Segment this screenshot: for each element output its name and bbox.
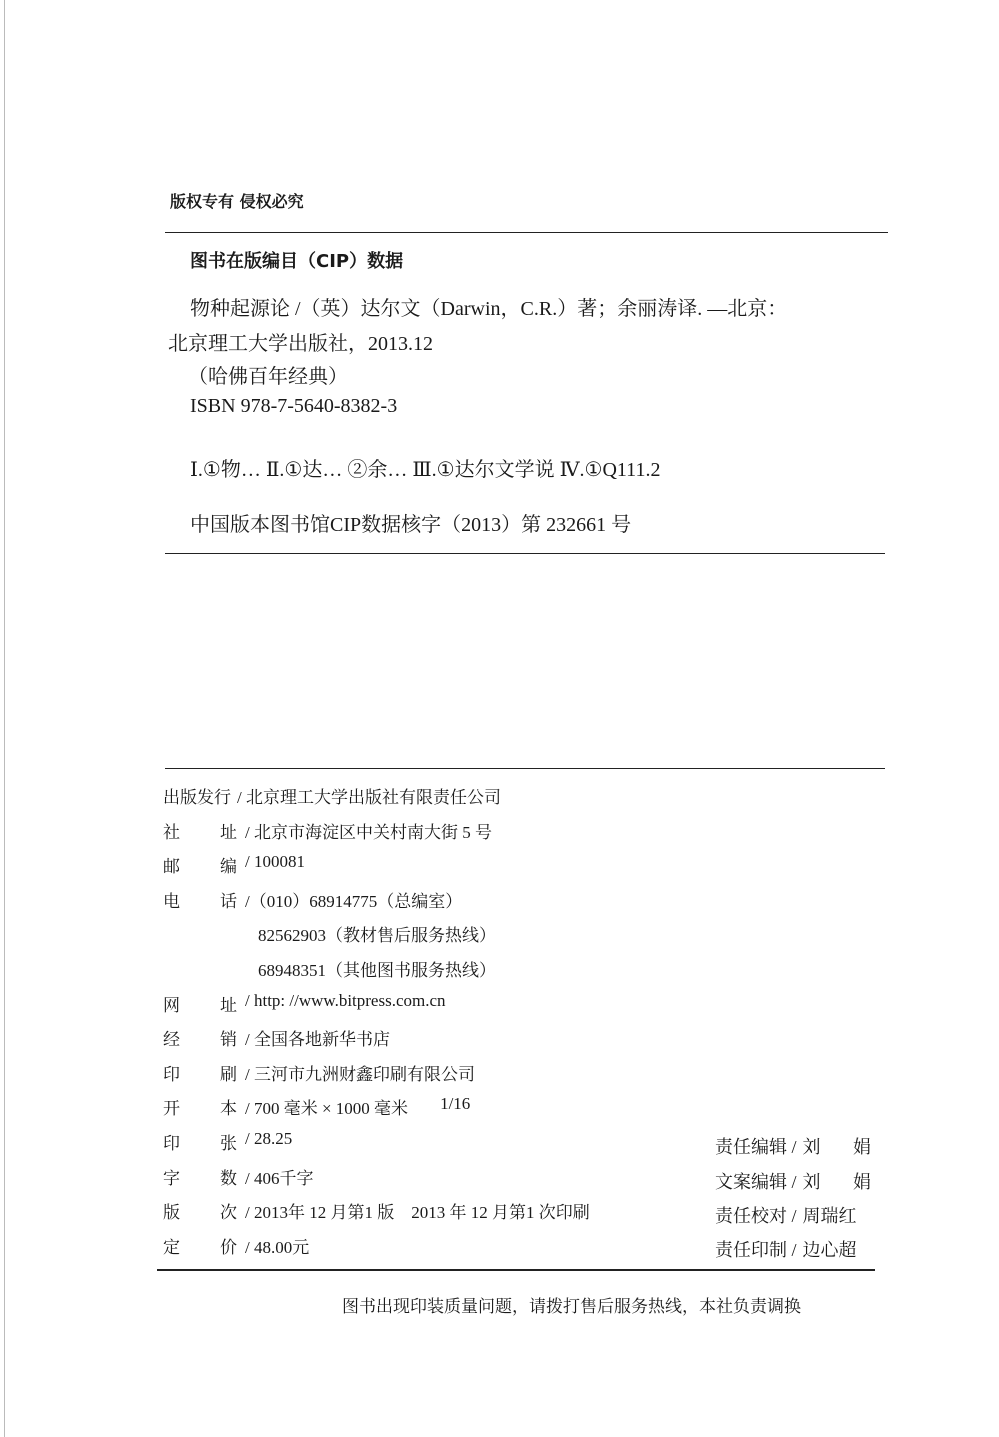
colophon-row — [163, 991, 446, 1016]
colophon-label: 社 — [163, 822, 180, 842]
staff-name: 刘 娟 — [802, 1172, 886, 1192]
colophon-label: 话 — [220, 891, 237, 911]
cip-series: （哈佛百年经典） — [188, 366, 348, 388]
colophon-label: 址 — [220, 822, 237, 842]
colophon-label: 电 — [163, 891, 180, 911]
colophon-row — [163, 1025, 390, 1050]
colophon-value: / 700 毫米 × 1000 毫米 — [245, 1099, 409, 1119]
colophon-value: / 100081 — [245, 852, 305, 872]
colophon-label: 邮 — [163, 857, 180, 877]
staff-row — [715, 1133, 885, 1159]
colophon-label: 次 — [220, 1203, 237, 1223]
colophon-row — [163, 921, 496, 946]
colophon-row — [163, 783, 501, 808]
staff-role: 责任校对 / — [715, 1206, 797, 1226]
colophon-row — [163, 1233, 309, 1258]
colophon-value: / 全国各地新华书店 — [245, 1030, 390, 1050]
colophon-row — [163, 956, 496, 981]
colophon-value: 82562903（教材售后服务热线） — [258, 926, 496, 946]
colophon-row — [163, 1129, 292, 1154]
colophon-format: 1/16 — [440, 1094, 471, 1114]
staff-row — [715, 1236, 857, 1262]
colophon-label: 编 — [220, 857, 237, 877]
colophon-row — [163, 818, 492, 843]
staff-row — [715, 1202, 857, 1228]
staff-role: 责任印制 / — [715, 1240, 797, 1260]
cip-publisher-line: 北京理工大学出版社，2013.12 — [168, 333, 433, 355]
colophon-value: / 2013年 12 月第1 版 2013 年 12 月第1 次印刷 — [245, 1203, 590, 1223]
colophon-label: 刷 — [220, 1064, 237, 1084]
colophon-label: 数 — [220, 1168, 237, 1188]
colophon-label: 张 — [220, 1134, 237, 1153]
colophon-value: / 48.00元 — [245, 1237, 310, 1257]
colophon-value: 68948351（其他图书服务热线） — [258, 961, 496, 980]
colophon-label: 定 — [163, 1237, 180, 1257]
divider — [165, 553, 885, 554]
colophon-value: / http: //www.bitpress.com.cn — [245, 990, 446, 1010]
divider — [165, 768, 885, 769]
colophon-row — [163, 1094, 470, 1119]
colophon-row — [163, 1060, 475, 1085]
colophon-value: /（010）68914775（总编室） — [245, 891, 463, 911]
colophon-value: / 28.25 — [245, 1129, 293, 1148]
page-edge — [4, 0, 5, 1437]
copyright-notice: 版权专有 侵权必究 — [170, 192, 304, 211]
staff-name: 周瑞红 — [802, 1206, 857, 1226]
cip-heading: 图书在版编目（CIP）数据 — [190, 251, 404, 272]
colophon-value: / 406千字 — [245, 1168, 314, 1188]
cip-classification: Ⅰ.①物… Ⅱ.①达… ②余… Ⅲ.①达尔文学说 Ⅳ.①Q111.2 — [190, 459, 661, 481]
colophon-label: 开 — [163, 1099, 180, 1119]
colophon-label: 出版发行 — [163, 788, 231, 807]
colophon-label: 印 — [163, 1064, 180, 1084]
staff-name: 刘 娟 — [802, 1137, 886, 1157]
colophon-row — [163, 1198, 590, 1223]
colophon-label: 价 — [220, 1237, 237, 1257]
colophon-row — [163, 852, 305, 877]
colophon-value: / 北京理工大学出版社有限责任公司 — [237, 788, 501, 807]
cip-title-line: 物种起源论 /（英）达尔文（Darwin，C.R.）著；余丽涛译. —北京： — [190, 298, 788, 320]
colophon-row — [163, 887, 462, 912]
colophon-label: 字 — [163, 1168, 180, 1188]
colophon-row — [163, 1164, 313, 1189]
colophon-label: 版 — [163, 1203, 180, 1223]
staff-role: 责任编辑 / — [715, 1137, 797, 1157]
cip-number: 中国版本图书馆CIP数据核字（2013）第 232661 号 — [190, 514, 632, 536]
colophon-label: 印 — [163, 1134, 180, 1153]
quality-notice: 图书出现印装质量问题，请拨打售后服务热线，本社负责调换 — [342, 1297, 801, 1317]
colophon-value: / 三河市九洲财鑫印刷有限公司 — [245, 1064, 475, 1084]
staff-row — [715, 1168, 885, 1194]
colophon-label: 销 — [220, 1030, 237, 1050]
colophon-label: 本 — [220, 1099, 237, 1119]
divider — [165, 232, 888, 233]
cip-isbn: ISBN 978-7-5640-8382-3 — [190, 395, 398, 417]
colophon-label: 经 — [163, 1030, 180, 1050]
colophon-label: 网 — [163, 995, 180, 1015]
colophon-value: / 北京市海淀区中关村南大街 5 号 — [245, 822, 492, 842]
staff-role: 文案编辑 / — [715, 1172, 797, 1192]
colophon-label: 址 — [220, 995, 237, 1015]
staff-name: 边心超 — [802, 1240, 857, 1260]
divider — [157, 1269, 875, 1271]
